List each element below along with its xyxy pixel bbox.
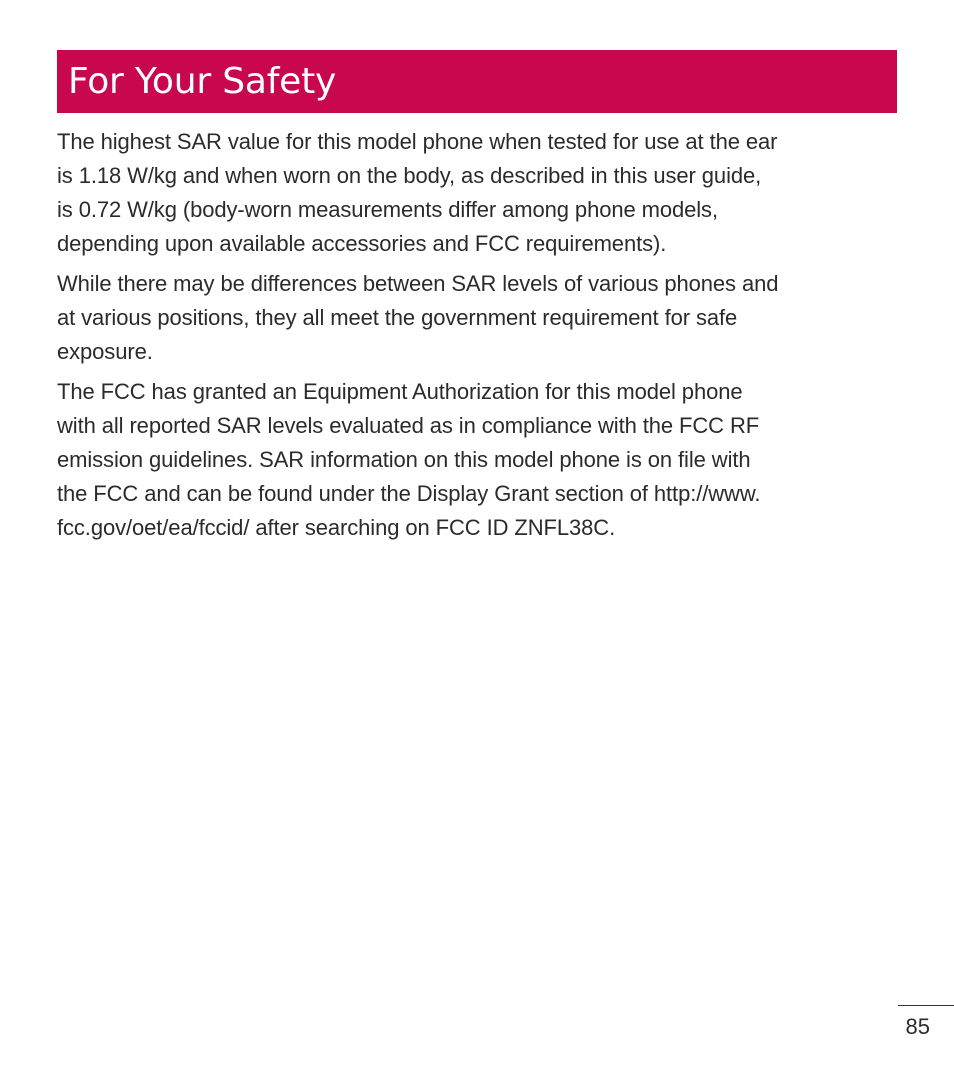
text-line: The highest SAR value for this model phone when tested for use at the ear xyxy=(57,129,778,154)
text-line: exposure. xyxy=(57,339,153,364)
text-line: the FCC and can be found under the Display Grant section of http://www. xyxy=(57,481,761,506)
section-header-bar xyxy=(57,50,897,113)
text-line: is 0.72 W/kg (body-worn measurements differ among phone models, xyxy=(57,197,718,222)
paragraph-sar-differences xyxy=(57,267,897,369)
text-line: is 1.18 W/kg and when worn on the body, as described in this user guide, xyxy=(57,163,762,188)
paragraph-sar-values xyxy=(57,125,897,261)
text-line: depending upon available accessories and FCC requirements). xyxy=(57,231,667,256)
text-line: with all reported SAR levels evaluated as in compliance with the FCC RF xyxy=(57,413,760,438)
text-line: The FCC has granted an Equipment Authorization for this model phone xyxy=(57,379,743,404)
body-text xyxy=(57,125,897,551)
paragraph-fcc-authorization xyxy=(57,375,897,545)
page-title: For Your Safety xyxy=(68,61,337,102)
page-number: 85 xyxy=(905,1014,930,1039)
footer-divider xyxy=(898,1005,954,1006)
text-line: fcc.gov/oet/ea/fccid/ after searching on FCC ID ZNFL38C. xyxy=(57,515,616,540)
text-line: emission guidelines. SAR information on this model phone is on file with xyxy=(57,447,751,472)
text-line: While there may be differences between SAR levels of various phones and xyxy=(57,271,779,296)
text-line: at various positions, they all meet the government requirement for safe xyxy=(57,305,738,330)
